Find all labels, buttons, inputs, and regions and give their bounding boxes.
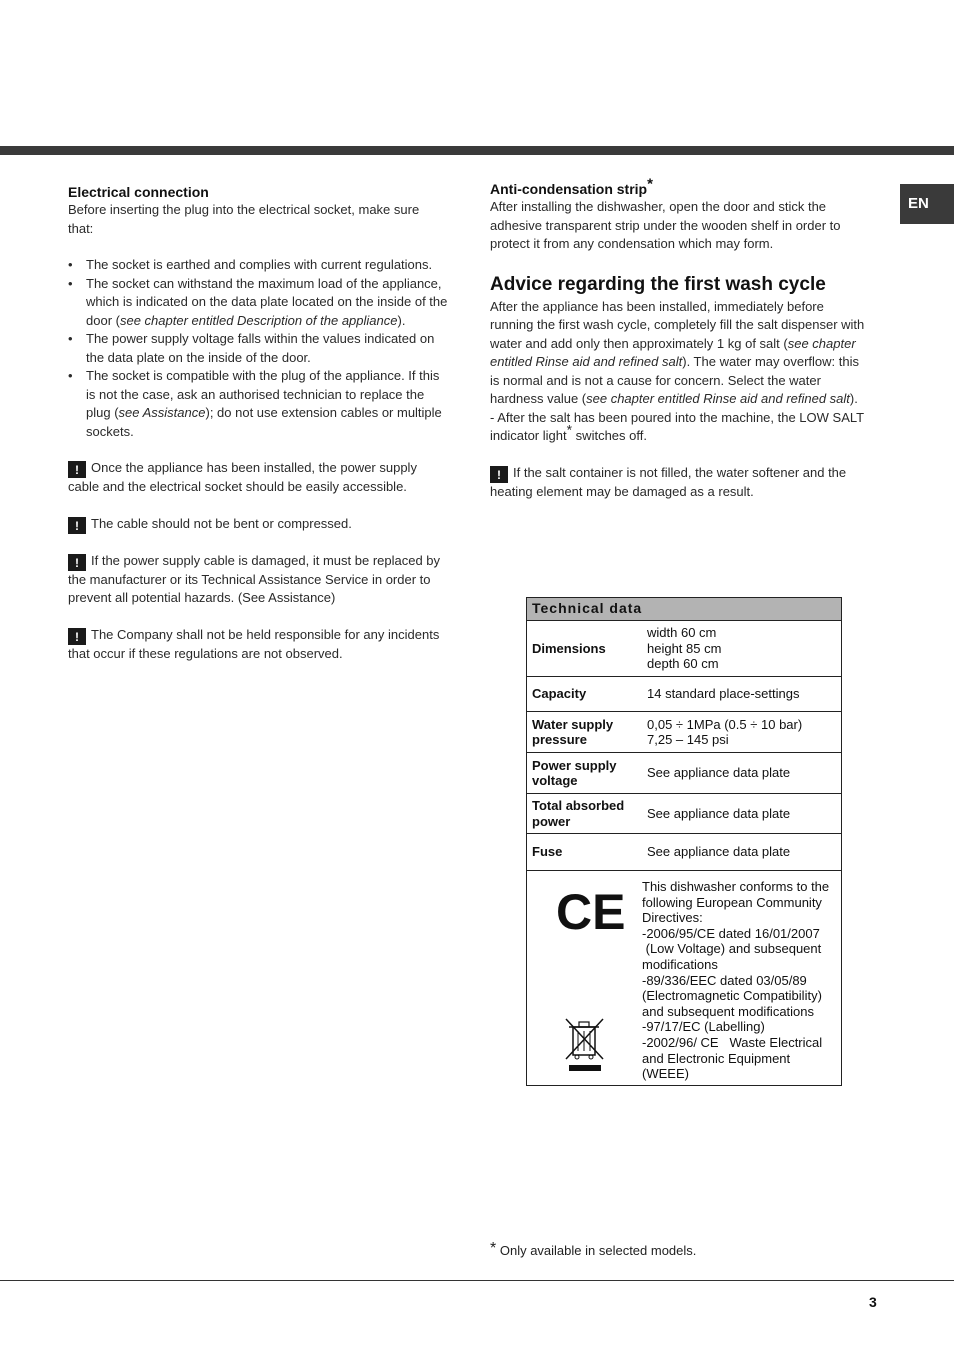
bullet-text: The socket is compatible with the plug of the appliance. If this is not the case, ask an authorised technician to replace the plug ( [86,368,440,420]
cert-line: This dishwasher conforms to the following European Community Directives: [642,879,830,926]
row-value [642,621,841,676]
value-line: width 60 cm [647,625,717,641]
footnote-star: * [566,421,573,438]
value-line: 7,25 – 145 psi [647,732,729,747]
electrical-connection-title: Electrical connection [68,184,209,200]
weee-bin-icon [563,1017,607,1075]
warning-icon: ! [68,517,86,534]
row-label: Total absorbed power [532,798,625,829]
value-line: height 85 cm [647,640,722,656]
bullet-item [68,256,448,275]
bullet-item [68,330,448,367]
row-label: Capacity [532,686,587,702]
bullet-text: ); do not use extension cables or multiple sockets. [86,405,442,439]
header-bar [0,146,954,155]
electrical-intro: Before inserting the plug into the electrical socket, make sure that: [68,202,420,236]
certification-text [637,871,841,1085]
warning-note [68,515,448,534]
row-value: See appliance data plate [647,805,791,821]
row-label: Dimensions [532,640,606,656]
row-label: Water supply pressure [532,716,614,747]
row-value: See appliance data plate [647,844,791,860]
cert-line: -89/336/EEC dated 03/05/89 (Electromagnetic Compatibility) and subsequent modifications [642,972,822,1019]
table-row [527,621,841,677]
row-value: See appliance data plate [647,765,791,781]
cert-line: (Low Voltage) and subsequent modifications [642,941,825,972]
right-column [490,175,865,501]
advice-reference: see chapter entitled Rinse aid and refined salt [490,335,856,369]
advice-reference: see chapter entitled Rinse aid and refined salt [586,391,850,406]
salt-warning-note [490,464,865,502]
warning-note [68,552,448,608]
footnote [490,1240,696,1258]
language-tab: EN [900,184,954,224]
bullet-reference: see Assistance [118,405,206,420]
warning-note [68,459,448,497]
table-row [527,753,841,794]
row-value [642,712,841,752]
row-label: Fuse [532,844,563,860]
warning-icon: ! [68,461,86,478]
footnote-text: Only available in selected models. [496,1243,697,1258]
anti-condensation-title-text: Anti-condensation strip [490,181,648,197]
warning-text: If the salt container is not filled, the water softener and the heating element may be damaged as a result. [490,464,847,499]
technical-data-table [526,597,842,1086]
advice-text-part: After the appliance has been installed, immediately before running the first wash cycle, completely fill the salt dispenser with water and add only then approximately 1 kg of salt ( [490,298,865,351]
certification-row [527,871,841,1085]
advice-text-part: switches off. [572,428,647,443]
bullet-reference: see chapter entitled Description of the appliance [119,312,398,328]
cert-line: -2002/96/ CE Waste Electrical and Electronic Equipment (WEEE) [642,1034,826,1082]
table-row [527,712,841,753]
table-row [527,677,841,712]
footnote-star: * [647,175,653,193]
warning-note [68,626,448,664]
warning-text: If the power supply cable is damaged, it must be replaced by the manufacturer or its Technical Assistance Service in order to prevent all potential hazards. (See Assistance) [68,552,441,605]
value-line: depth 60 cm [647,656,719,672]
advice-text-part: ). The water may overflow: this is normal and is not a cause for concern. Select the water hardness value ( [490,354,859,406]
cert-line: -97/17/EC (Labelling) [642,1019,765,1035]
page-number: 3 [869,1294,877,1310]
warning-text: The cable should not be bent or compressed. [91,515,352,531]
left-column [68,183,448,663]
bullet-text: The socket can withstand the maximum load of the appliance, which is indicated on the data plate located on the inside of the door ( [86,275,448,328]
cert-line: -2006/95/CE dated 16/01/2007 [642,925,820,941]
table-row [527,834,841,871]
bullet-text: The socket is earthed and complies with current regulations. [86,257,433,272]
bullet-item [68,367,448,441]
row-label: Power supply voltage [532,757,617,788]
warning-icon: ! [68,628,86,645]
footnote-star: * [490,1240,497,1257]
bullet-text: The power supply voltage falls within the values indicated on the data plate on the inside of the door. [86,331,435,365]
advice-text-part: ). - After the salt has been poured into the machine, the LOW SALT indicator light [490,391,864,443]
advice-title: Advice regarding the first wash cycle [490,273,826,295]
certification-marks [527,871,637,1085]
anti-condensation-title [490,175,865,198]
anti-condensation-text: After installing the dishwasher, open the door and stick the adhesive transparent strip under the wooden shelf in order to protect it from any condensation which may form. [490,199,841,251]
value-line: 0,05 ÷ 1MPa (0.5 ÷ 10 bar) [647,716,803,732]
warning-text: Once the appliance has been installed, the power supply cable and the electrical socket should be easily accessible. [68,460,417,494]
footer-divider [0,1280,954,1281]
bullet-text: ). [397,312,406,328]
warning-icon: ! [490,466,508,483]
table-row [527,794,841,834]
electrical-bullet-list [68,256,448,441]
bullet-item [68,275,448,331]
warning-icon: ! [68,554,86,571]
row-value: 14 standard place-settings [647,686,800,702]
ce-mark-text: CE [556,884,626,940]
technical-data-header: Technical data [527,598,841,621]
warning-text: The Company shall not be held responsible for any incidents that occur if these regulations are not observed. [68,626,440,661]
advice-text [490,298,865,446]
